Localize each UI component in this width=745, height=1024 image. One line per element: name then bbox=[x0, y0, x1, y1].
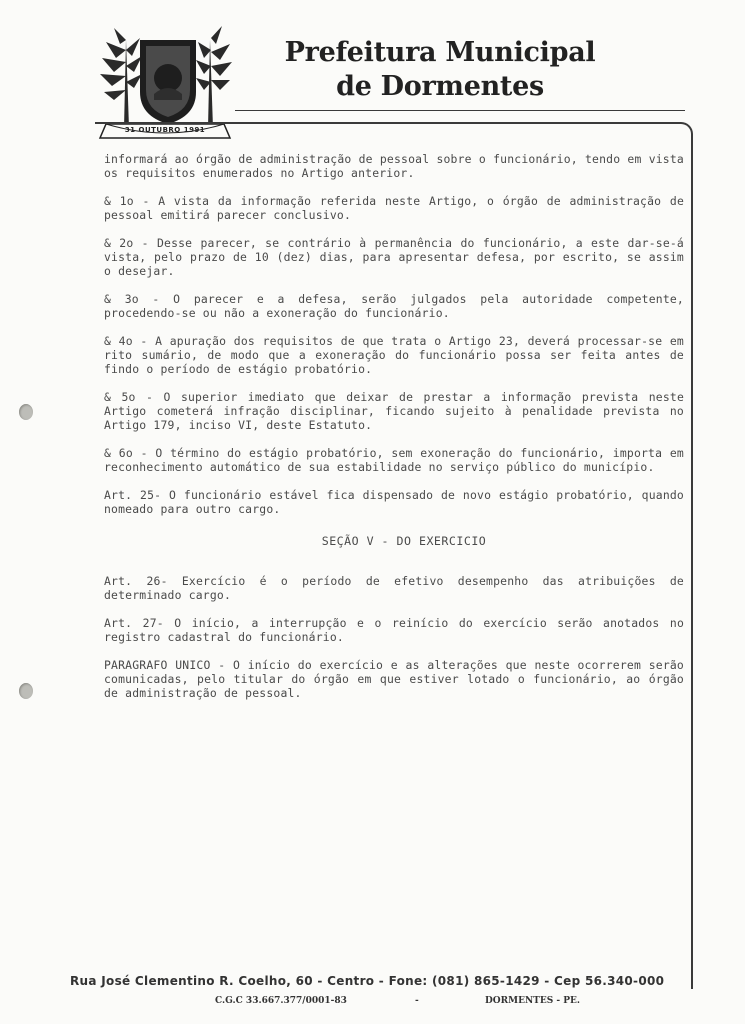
paragraph-section-4: & 4o - A apuração dos requisitos de que trata o Artigo 23, deverá processar-se em rito sumário, de modo que a exoneração do funcionário possa ser feita antes de findo o período de estágio probatório. bbox=[104, 334, 692, 376]
footer-separator: - bbox=[415, 996, 419, 1006]
punch-hole-top bbox=[19, 404, 33, 420]
paragraph-article-27: Art. 27- O início, a interrupção e o reinício do exercício serão anotados no registro cadastral do funcionário. bbox=[104, 616, 692, 644]
frame-top-rule bbox=[235, 110, 685, 112]
paragraph-section-2: & 2o - Desse parecer, se contrário à permanência do funcionário, a este dar-se-á vista, pelo prazo de 10 (dez) dias, para apresentar defesa, por escrito, se assim o desejar. bbox=[104, 236, 692, 278]
paragraph-section-1: & 1o - A vista da informação referida neste Artigo, o órgão de administração de pessoal emitirá parecer conclusivo. bbox=[104, 194, 692, 222]
paragraph-article-25: Art. 25- O funcionário estável fica dispensado de novo estágio probatório, quando nomeado para outro cargo. bbox=[104, 488, 692, 516]
header-title-line2: de Dormentes bbox=[336, 71, 544, 102]
paragraph-continuation: informará ao órgão de administração de pessoal sobre o funcionário, tendo em vista os requisitos enumerados no Artigo anterior. bbox=[104, 152, 692, 180]
document-body bbox=[104, 152, 692, 714]
footer-registration bbox=[215, 996, 675, 1006]
paragraph-unico: PARAGRAFO UNICO - O início do exercício e as alterações que neste ocorrerem serão comunicadas, pelo titular do órgão em que estiver lotado o funcionário, ao órgão de administração de pessoal. bbox=[104, 658, 692, 700]
section-title: SEÇÃO V - DO EXERCICIO bbox=[321, 534, 487, 548]
crest-banner-text: 31 OUTUBRO 1991 bbox=[124, 126, 206, 134]
footer-address: Rua José Clementino R. Coelho, 60 - Centro - Fone: (081) 865-1429 - Cep 56.340-000 bbox=[70, 974, 665, 988]
paragraph-section-5: & 5o - O superior imediato que deixar de prestar a informação prevista neste Artigo cometerá infração disciplinar, ficando sujeito à penalidade prevista no Artigo 179, inciso VI, deste Estatuto. bbox=[104, 390, 692, 432]
paragraph-section-6: & 6o - O término do estágio probatório, sem exoneração do funcionário, importa em reconhecimento automático de sua estabilidade no serviço público do município. bbox=[104, 446, 692, 474]
paragraph-section-3: & 3o - O parecer e a defesa, serão julgados pela autoridade competente, procedendo-se ou não a exoneração do funcionário. bbox=[104, 292, 692, 320]
punch-hole-bottom bbox=[19, 683, 33, 699]
header-title-line1: Prefeitura Municipal bbox=[284, 37, 596, 68]
footer-cgc: C.G.C 33.667.377/0001-83 bbox=[215, 996, 347, 1006]
page-header bbox=[250, 36, 630, 104]
paragraph-article-26: Art. 26- Exercício é o período de efetivo desempenho das atribuições de determinado cargo. bbox=[104, 574, 692, 602]
footer-city: DORMENTES - PE. bbox=[485, 996, 580, 1006]
